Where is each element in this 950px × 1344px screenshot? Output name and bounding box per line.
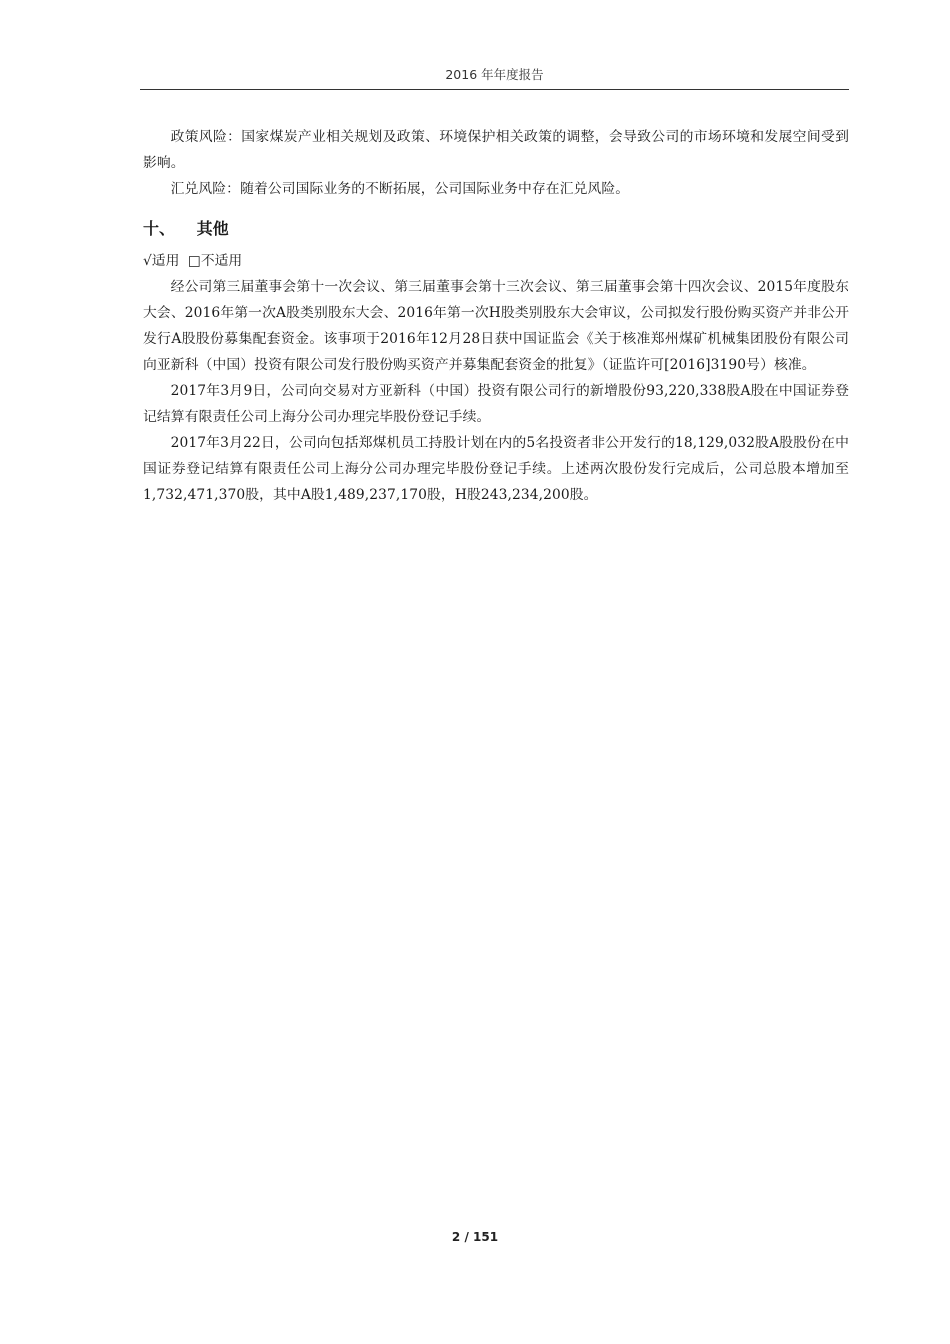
other-paragraph-3: 2017年3月22日，公司向包括郑煤机员工持股计划在内的5名投资者非公开发行的18,129,032股A股股份在中国证券登记结算有限责任公司上海分公司办理完毕股份登记手续。上述两次股份发行完成后，公司总股本增加至1,732,471,370股，其中A股1,489,237,170股，H股243,234,200股。	[143, 435, 849, 503]
report-title: 2016 年年度报告	[445, 67, 544, 82]
risk-exchange-paragraph: 汇兑风险：随着公司国际业务的不断拓展，公司国际业务中存在汇兑风险。	[170, 181, 630, 197]
section-title: 其他	[196, 219, 229, 238]
other-paragraph-2: 2017年3月9日，公司向交易对方亚新科（中国）投资有限公司行的新增股份93,220,338股A股在中国证券登记结算有限责任公司上海分公司办理完毕股份登记手续。	[143, 383, 849, 425]
risk-policy-paragraph: 政策风险：国家煤炭产业相关规划及政策、环境保护相关政策的调整，会导致公司的市场环境和发展空间受到影响。	[143, 129, 849, 171]
section-number: 十、	[143, 219, 176, 238]
page-header	[140, 66, 849, 90]
applicability-options	[143, 248, 849, 274]
page-number: 2 / 151	[451, 1230, 499, 1244]
page-content	[143, 124, 849, 508]
section-heading	[143, 212, 849, 246]
not-applicable-option: □不适用	[187, 253, 243, 269]
other-paragraph-1: 经公司第三届董事会第十一次会议、第三届董事会第十三次会议、第三届董事会第十四次会议、2015年度股东大会、2016年第一次A股类别股东大会、2016年第一次H股类别股东大会审议，公司拟发行股份购买资产并非公开发行A股股份募集配套资金。该事项于2016年12月28日获中国证监会《关于核准郑州煤矿机械集团股份有限公司向亚新科（中国）投资有限公司发行股份购买资产并募集配套资金的批复》（证监许可[2016]3190号）核准。	[143, 279, 849, 373]
applicable-checked-option: √适用	[143, 253, 180, 269]
